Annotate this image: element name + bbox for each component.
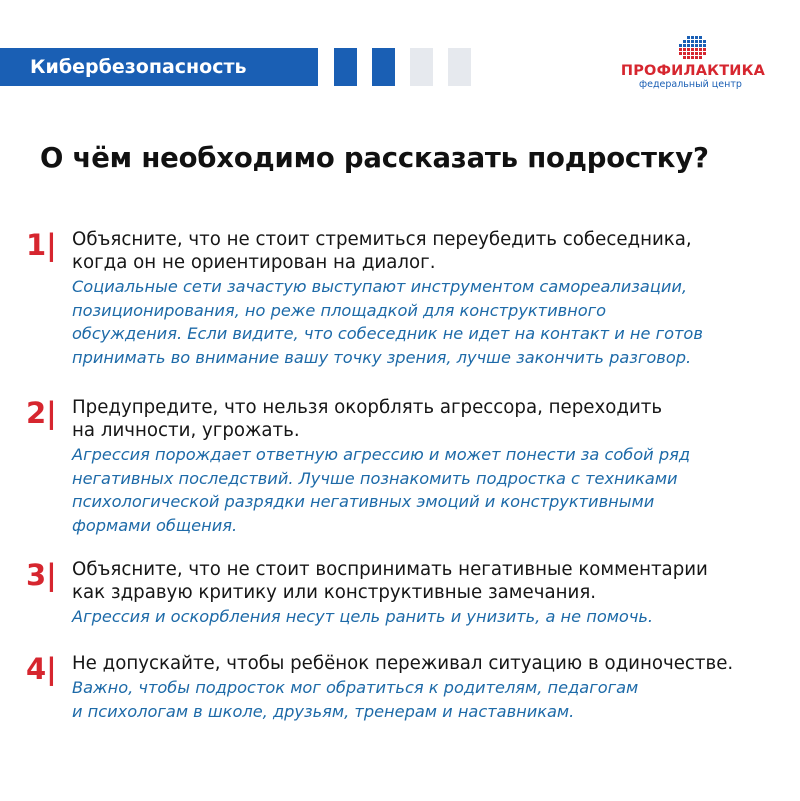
category-tag: Кибербезопасность [0,48,318,86]
brand-name: ПРОФИЛАКТИКА [620,63,766,79]
header-stripe-1 [334,48,357,86]
item-main-text: Предупредите, что нельзя окорблять агрессора, переходить на личности, угрожать. [72,397,663,441]
item-note: Социальные сети зачастую выступают инструментом самореализации, позиционирования, но реже площадкой для конструктивного обсуждения. Если видите, что собеседник не идет на контакт и не готов принимать во внимание вашу точку зрения, лучше закончить разговор. [72,277,703,367]
header-stripe-4 [448,48,471,86]
grid-logo-icon [673,36,713,60]
brand-logo [617,36,769,100]
item-note: Важно, чтобы подросток мог обратиться к родителям, педагогам и психологам в школе, друзьям, тренерам и наставникам. [72,678,639,721]
item-note: Агрессия порождает ответную агрессию и может понести за собой ряд негативных последствий. Лучше познакомить подростка с техниками психологической разрядки негативных эмоций и конструктивными формами общения. [72,445,691,535]
item-number: 3| [26,558,57,592]
page-title: О чём необходимо рассказать подростку? [40,142,709,174]
header-stripe-3 [410,48,433,86]
item-main-text: Объясните, что не стоит воспринимать негативные комментарии как здравую критику или конструктивные замечания. [72,559,708,603]
item-number: 2| [26,396,57,430]
item-number: 1| [26,228,57,262]
brand-subtitle: федеральный центр [639,79,742,90]
item-note: Агрессия и оскорбления несут цель ранить и унизить, а не помочь. [72,607,654,626]
item-main-text: Не допускайте, чтобы ребёнок переживал ситуацию в одиночестве. [72,653,734,674]
item-number: 4| [26,652,57,686]
item-main-text: Объясните, что не стоит стремиться переубедить собеседника, когда он не ориентирован на диалог. [72,229,692,273]
header-stripe-2 [372,48,395,86]
